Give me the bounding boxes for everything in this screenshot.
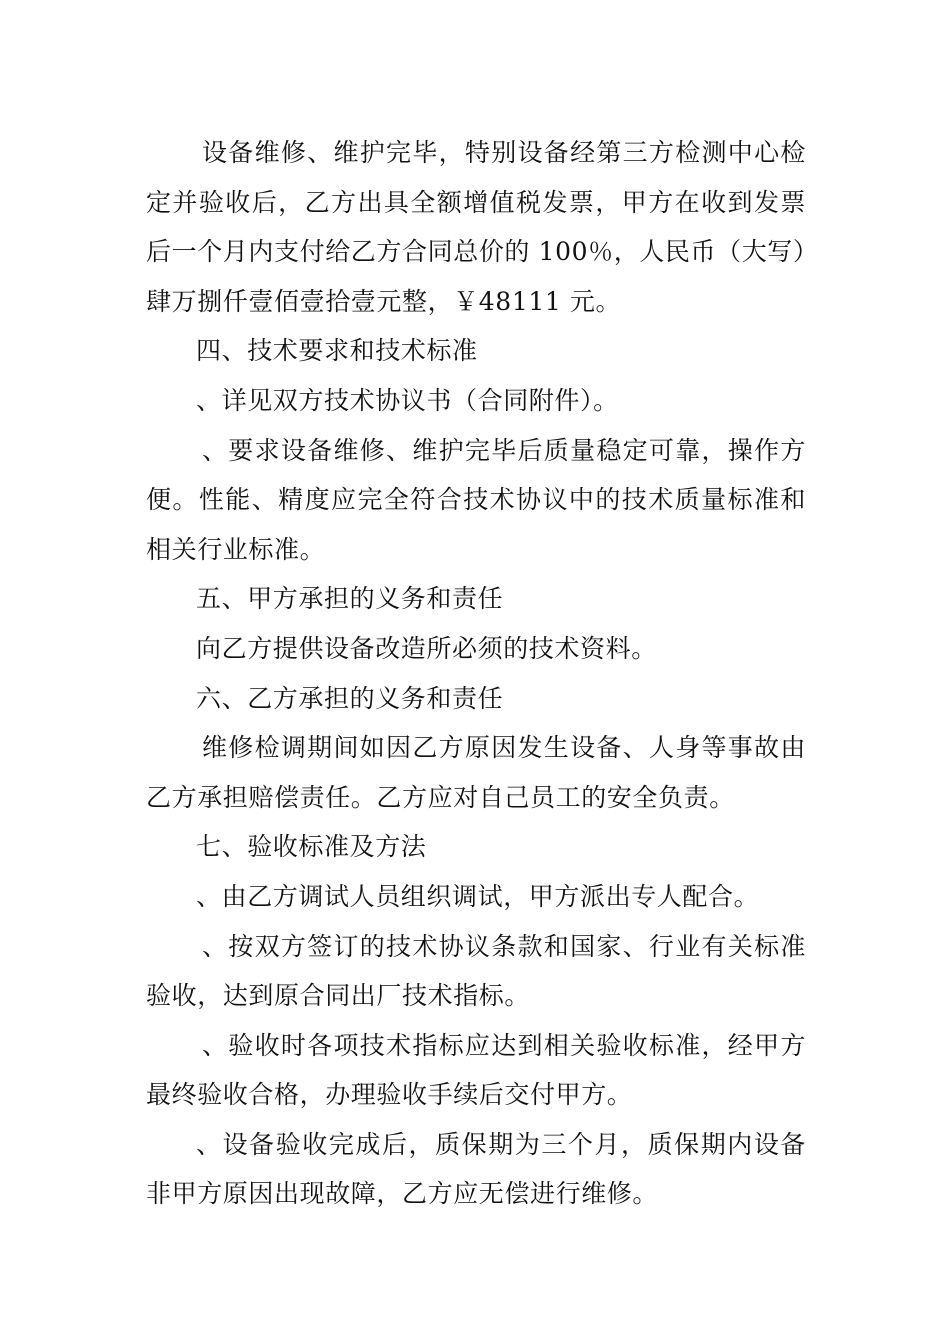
document-body	[146, 128, 806, 1219]
section-heading-technical-requirements: 四、技术要求和技术标准	[196, 336, 478, 366]
paragraph-quality-requirements: 、要求设备维修、维护完毕后质量稳定可靠，操作方便。性能、精度应完全符合技术协议中的技术质量标准和相关行业标准。	[146, 435, 806, 564]
paragraph-technical-agreement: 、详见双方技术协议书（合同附件）。	[196, 385, 619, 415]
paragraph-payment-terms: 设备维修、维护完毕，特别设备经第三方检测中心检定并验收后，乙方出具全额增值税发票，甲方在收到发票后一个月内支付给乙方合同总价的 100％，人民币（大写）肆万捌仟壹佰壹拾壹元整，￥48111 元。	[146, 138, 806, 316]
paragraph-acceptance-handover: 、验收时各项技术指标应达到相关验收标准，经甲方最终验收合格，办理验收手续后交付甲方。	[146, 1030, 806, 1110]
section-heading-acceptance-standards: 七、验收标准及方法	[196, 832, 427, 862]
paragraph-party-b-liability: 维修检调期间如因乙方原因发生设备、人身等事故由乙方承担赔偿责任。乙方应对自己员工的安全负责。	[146, 733, 806, 812]
section-heading-party-b-obligations: 六、乙方承担的义务和责任	[196, 683, 504, 713]
paragraph-warranty: 、设备验收完成后，质保期为三个月，质保期内设备非甲方原因出现故障，乙方应无偿进行维修。	[146, 1129, 806, 1209]
paragraph-acceptance-per-agreement: 、按双方签订的技术协议条款和国家、行业有关标准验收，达到原合同出厂技术指标。	[146, 931, 806, 1011]
paragraph-party-a-obligation: 向乙方提供设备改造所必须的技术资料。	[196, 633, 657, 663]
paragraph-debugging: 、由乙方调试人员组织调试，甲方派出专人配合。	[196, 881, 760, 911]
section-heading-party-a-obligations: 五、甲方承担的义务和责任	[196, 584, 504, 614]
